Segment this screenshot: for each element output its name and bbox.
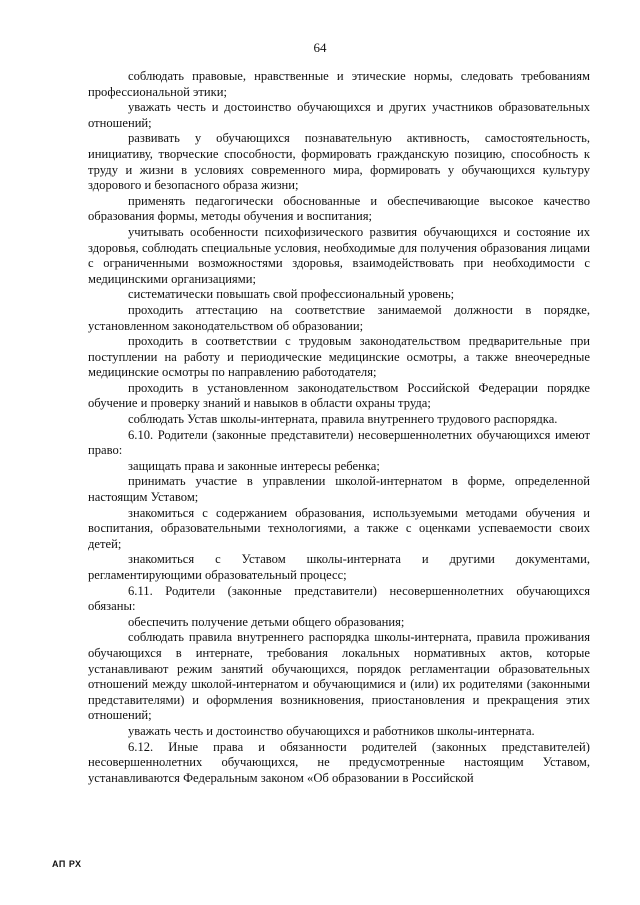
paragraph: соблюдать правила внутреннего распорядка школы-интерната, правила проживания обучающихся в интернате, требования локальных нормативных актов, которые устанавливают режим занятий обучающихся, порядок регламентации образовательных отношений между школой-интернатом и обучающимися и (или) их родителями (законными представителями) и оформления возникновения, приостановления и прекращения этих отношений; [88, 630, 590, 723]
paragraph: уважать честь и достоинство обучающихся и работников школы-интерната. [128, 723, 535, 738]
paragraph: проходить аттестацию на соответствие занимаемой должности в порядке, установленном законодательством об образовании; [88, 302, 590, 333]
paragraph: соблюдать Устав школы-интерната, правила внутреннего трудового распорядка. [128, 412, 558, 427]
paragraph: проходить в установленном законодательством Российской Федерации порядке обучение и проверку знаний и навыков в области охраны труда; [88, 380, 590, 411]
paragraph: защищать права и законные интересы ребенка; [128, 458, 380, 473]
paragraph: развивать у обучающихся познавательную активность, самостоятельность, инициативу, творческие способности, формировать гражданскую позицию, способность к труду и жизни в условиях современного мира, формировать у обучающихся культуру здорового и безопасного образа жизни; [88, 131, 590, 193]
paragraph: применять педагогически обоснованные и обеспечивающие высокое качество образования формы, методы обучения и воспитания; [88, 193, 590, 224]
document-body [88, 69, 590, 786]
paragraph: проходить в соответствии с трудовым законодательством предварительные при поступлении на работу и периодические медицинские осмотры, а также внеочередные медицинские осмотры по направлению работодателя; [88, 334, 590, 380]
paragraph: систематически повышать свой профессиональный уровень; [128, 287, 455, 302]
paragraph: знакомиться с содержанием образования, используемыми методами обучения и воспитания, образовательными технологиями, а также с оценками успеваемости своих детей; [88, 505, 590, 551]
paragraph: 6.10. Родители (законные представители) несовершеннолетних обучающихся имеют право: [88, 427, 590, 458]
paragraph: обеспечить получение детьми общего образования; [128, 614, 405, 629]
page-number: 64 [313, 40, 327, 55]
paragraph: уважать честь и достоинство обучающихся и других участников образовательных отношений; [88, 100, 590, 130]
paragraph: принимать участие в управлении школой-интернатом в форме, определенной настоящим Уставом; [88, 474, 590, 505]
paragraph: знакомиться с Уставом школы-интерната и другими документами, регламентирующими образовательный процесс; [88, 552, 590, 582]
paragraph: 6.11. Родители (законные представители) несовершеннолетних обучающихся обязаны: [88, 583, 590, 614]
paragraph: соблюдать правовые, нравственные и этические нормы, следовать требованиям профессиональной этики; [88, 69, 590, 99]
paragraph: учитывать особенности психофизического развития обучающихся и состояние их здоровья, соблюдать специальные условия, необходимые для получения образования лицами с ограниченными возможностями здоровья, взаимодействовать при необходимости с медицинскими организациями; [88, 224, 590, 286]
paragraph: 6.12. Иные права и обязанности родителей (законных представителей) несовершеннолетних обучающихся, не предусмотренные настоящим Уставом, устанавливаются Федеральным законом «Об образовании в Российской [88, 739, 590, 785]
footer-mark: АП РХ [52, 859, 82, 869]
